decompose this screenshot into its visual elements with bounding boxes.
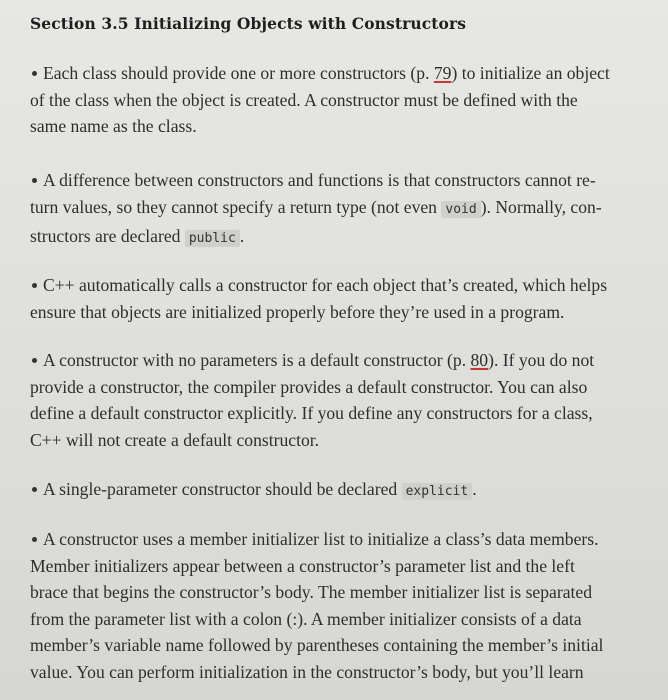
bullet-1-line-1: Each class should provide one or more constructors (p. 79) to initialize an object — [30, 60, 642, 87]
bullet-3-line-2: ensure that objects are initialized properly before they’re used in a program. — [30, 301, 565, 322]
bullet-dot-icon — [32, 358, 37, 363]
bullet-dot-icon — [32, 537, 37, 542]
bullet-5-line-1: A single-parameter constructor should be declared explicit . — [30, 476, 642, 506]
bullet-4-line-1: A constructor with no parameters is a default constructor (p. 80). If you do not — [30, 347, 642, 374]
bullet-6-line-1: A constructor uses a member initializer list to initialize a class’s data members. — [30, 526, 642, 553]
bullet-item-6 — [30, 526, 642, 685]
page-reference-link[interactable]: 80 — [470, 350, 489, 370]
bullet-item-3 — [30, 272, 642, 325]
bullet-6-line-2: Member initializers appear between a constructor’s parameter list and the left — [30, 555, 575, 576]
bullet-4-line-4: C++ will not create a default constructor. — [30, 429, 320, 450]
bullet-6-line-3: brace that begins the constructor’s body. The member initializer list is separated — [30, 582, 593, 602]
bullet-dot-icon — [32, 178, 37, 183]
bullet-6-line-4: from the parameter list with a colon (:). A member initializer consists of a data — [30, 608, 582, 629]
page-reference-link[interactable]: 79 — [433, 63, 452, 83]
bullet-item-2 — [30, 167, 642, 253]
code-keyword: void — [441, 201, 480, 218]
bullet-item-1 — [30, 60, 642, 140]
bullet-item-4 — [30, 347, 642, 453]
bullet-dot-icon — [32, 487, 37, 492]
bullet-item-5 — [30, 476, 642, 506]
bullet-dot-icon — [32, 71, 37, 76]
bullet-6-line-6: value. You can perform initialization in the constructor’s body, but you’ll learn — [30, 661, 584, 682]
bullet-1-line-3: same name as the class. — [30, 116, 197, 136]
bullet-dot-icon — [32, 283, 37, 288]
bullet-2-line-1: A difference between constructors and functions is that constructors cannot re- — [30, 167, 642, 194]
bullet-6-line-5: member’s variable name followed by parentheses containing the member’s initial — [30, 635, 604, 655]
bullet-3-line-1: C++ automatically calls a constructor for each object that’s created, which helps — [30, 272, 642, 299]
bullet-4-line-3: define a default constructor explicitly. If you define any constructors for a class, — [30, 403, 593, 423]
bullet-1-line-2: of the class when the object is created. A constructor must be defined with the — [30, 89, 578, 110]
section-title: Section 3.5 Initializing Objects with Constructors — [30, 14, 467, 33]
code-keyword: public — [185, 230, 240, 247]
bullet-2-line-2: turn values, so they cannot specify a return type (not even void ). Normally, con- — [30, 196, 602, 217]
bullet-4-line-2: provide a constructor, the compiler provides a default constructor. You can also — [30, 376, 588, 397]
code-keyword: explicit — [402, 483, 473, 500]
bullet-2-line-3: structors are declared public . — [30, 226, 245, 246]
